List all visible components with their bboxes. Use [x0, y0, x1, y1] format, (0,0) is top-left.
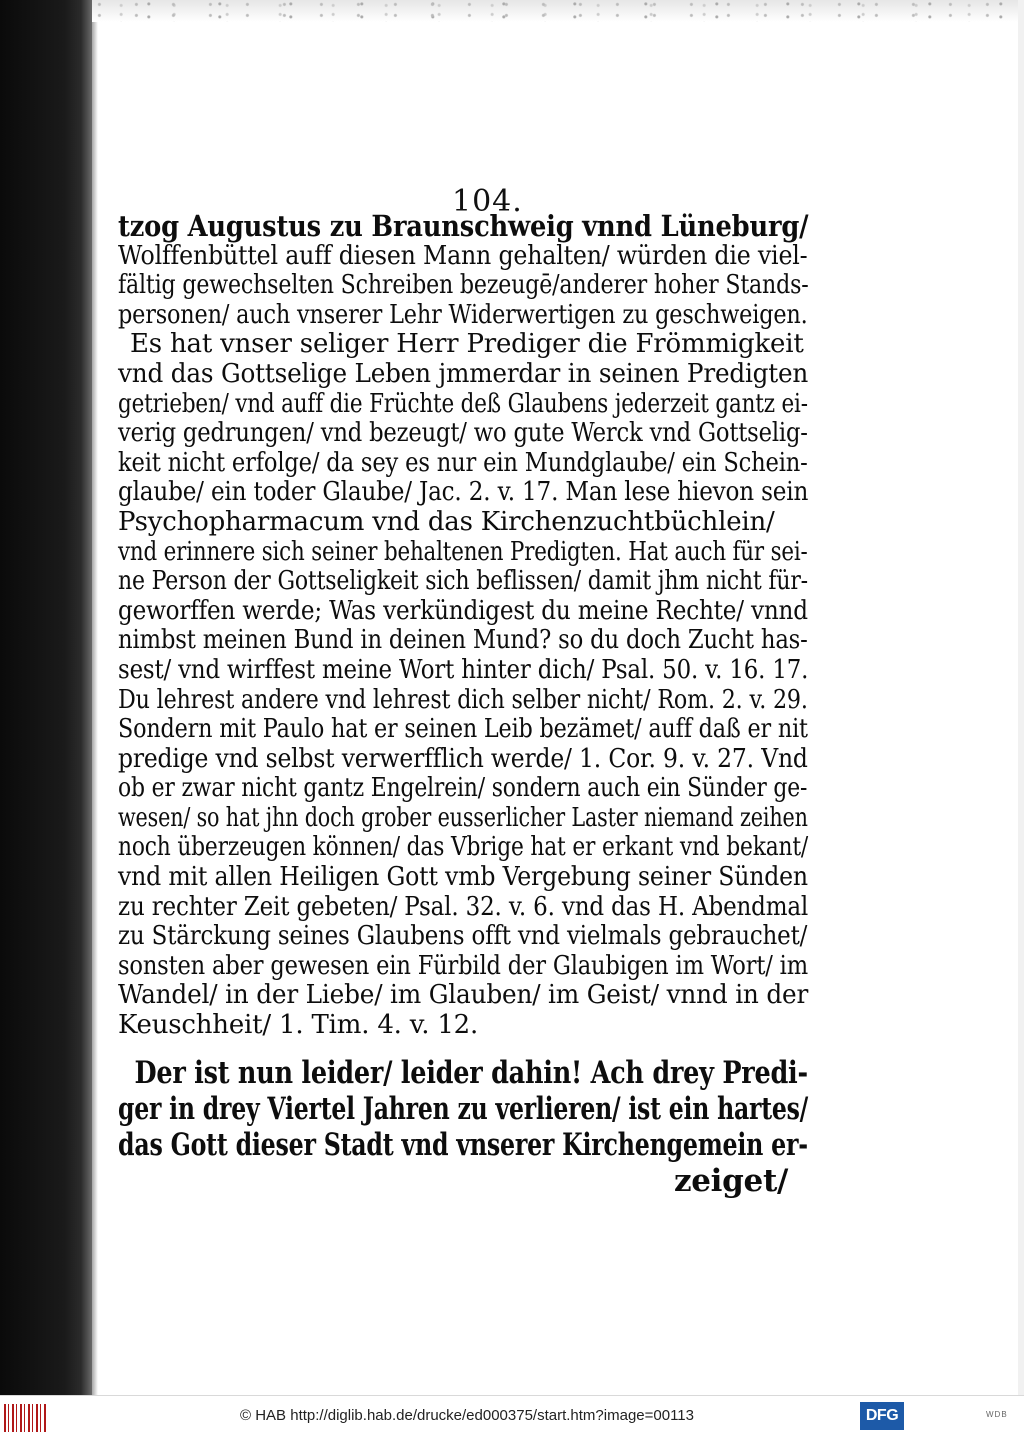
- text-line: zu Stärckung seines Glaubens offt vnd vielmals gebrauchet/: [118, 921, 808, 952]
- page-number: 104.: [452, 184, 523, 219]
- wdb-mark: WDB: [986, 1410, 1008, 1419]
- body-text: [118, 209, 809, 1199]
- text-line: personen/ auch vnserer Lehr Widerwertigen zu geschweigen.: [118, 299, 808, 330]
- scan-edge-top: [92, 0, 1024, 22]
- text-line: Es hat vnser seliger Herr Prediger die Frömmigkeit: [130, 329, 804, 360]
- text-line: zu rechter Zeit gebeten/ Psal. 32. v. 6. vnd das H. Abendmal: [118, 891, 809, 922]
- text-line: Wolffenbüttel auff diesen Mann gehalten/ würden die viel-: [118, 240, 808, 271]
- text-line: Du lehrest andere vnd lehrest dich selber nicht/ Rom. 2. v. 29.: [118, 684, 808, 715]
- text-line: sonsten aber gewesen ein Fürbild der Glaubigen im Wort/ im: [118, 950, 808, 981]
- scan-edge-right: [1018, 0, 1024, 1395]
- viewer-footer: [0, 1395, 1024, 1437]
- text-line: predige vnd selbst verwerfflich werde/ 1. Cor. 9. v. 27. Vnd: [118, 743, 808, 774]
- final-paragraph-line: ger in drey Viertel Jahren zu verlieren/ ist ein hartes/: [118, 1090, 809, 1127]
- source-credit-link[interactable]: © HAB http://diglib.hab.de/drucke/ed000375/start.htm?image=00113: [240, 1407, 694, 1424]
- text-line: sest/ vnd wirffest meine Wort hinter dich/ Psal. 50. v. 16. 17.: [118, 654, 809, 685]
- final-paragraph-line: Der ist nun leider/ leider dahin! Ach drey Predi-: [134, 1054, 808, 1091]
- text-line: Wandel/ in der Liebe/ im Glauben/ im Geist/ vnnd in der: [118, 980, 809, 1011]
- text-line: Sondern mit Paulo hat er seinen Leib bezämet/ auff daß er nit: [118, 714, 808, 745]
- text-line: Keuschheit/ 1. Tim. 4. v. 12.: [118, 1010, 479, 1041]
- barcode-icon: [4, 1404, 48, 1432]
- text-line: noch überzeugen können/ das Vbrige hat er erkant vnd bekant/: [118, 832, 809, 863]
- text-line: Psychopharmacum vnd das Kirchenzuchtbüchlein/: [118, 506, 775, 537]
- dfg-logo: DFG: [860, 1402, 904, 1430]
- final-paragraph-line: das Gott dieser Stadt vnd vnserer Kirchengemein er-: [118, 1126, 808, 1163]
- catchword: zeiget/: [673, 1162, 788, 1199]
- text-line: vnd das Gottselige Leben jmmerdar in seinen Predigten: [118, 358, 809, 389]
- scan-edge-left: [0, 0, 92, 1395]
- text-line: geworffen werde; Was verkündigest du meine Rechte/ vnnd: [118, 595, 808, 626]
- text-line: wesen/ so hat jhn doch grober eusserlicher Laster niemand zeihen: [118, 802, 808, 833]
- text-line: ne Person der Gottseligkeit sich beflissen/ damit jhm nicht für-: [118, 566, 808, 597]
- paragraph-gap: [118, 1041, 808, 1055]
- text-line: vnd mit allen Heiligen Gott vmb Vergebung seiner Sünden: [118, 862, 808, 893]
- text-line: tzog Augustus zu Braunschweig vnnd Lüneburg/: [118, 209, 809, 243]
- text-line: ob er zwar nicht gantz Engelrein/ sondern auch ein Sünder ge-: [118, 773, 808, 804]
- text-line: vnd erinnere sich seiner behaltenen Predigten. Hat auch für sei-: [118, 536, 808, 567]
- text-line: getrieben/ vnd auff die Früchte deß Glaubens jederzeit gantz ei-: [118, 388, 808, 419]
- text-line: fältig gewechselten Schreiben bezeugē/anderer hoher Stands-: [118, 270, 809, 301]
- text-line: nimbst meinen Bund in deinen Mund? so du doch Zucht has-: [118, 625, 808, 656]
- text-line: glaube/ ein toder Glaube/ Jac. 2. v. 17. Man lese hievon sein: [118, 477, 809, 508]
- text-line: verig gedrungen/ vnd bezeugt/ wo gute Werck vnd Gottselig-: [118, 418, 808, 449]
- text-line: keit nicht erfolge/ da sey es nur ein Mundglaube/ ein Schein-: [118, 447, 808, 478]
